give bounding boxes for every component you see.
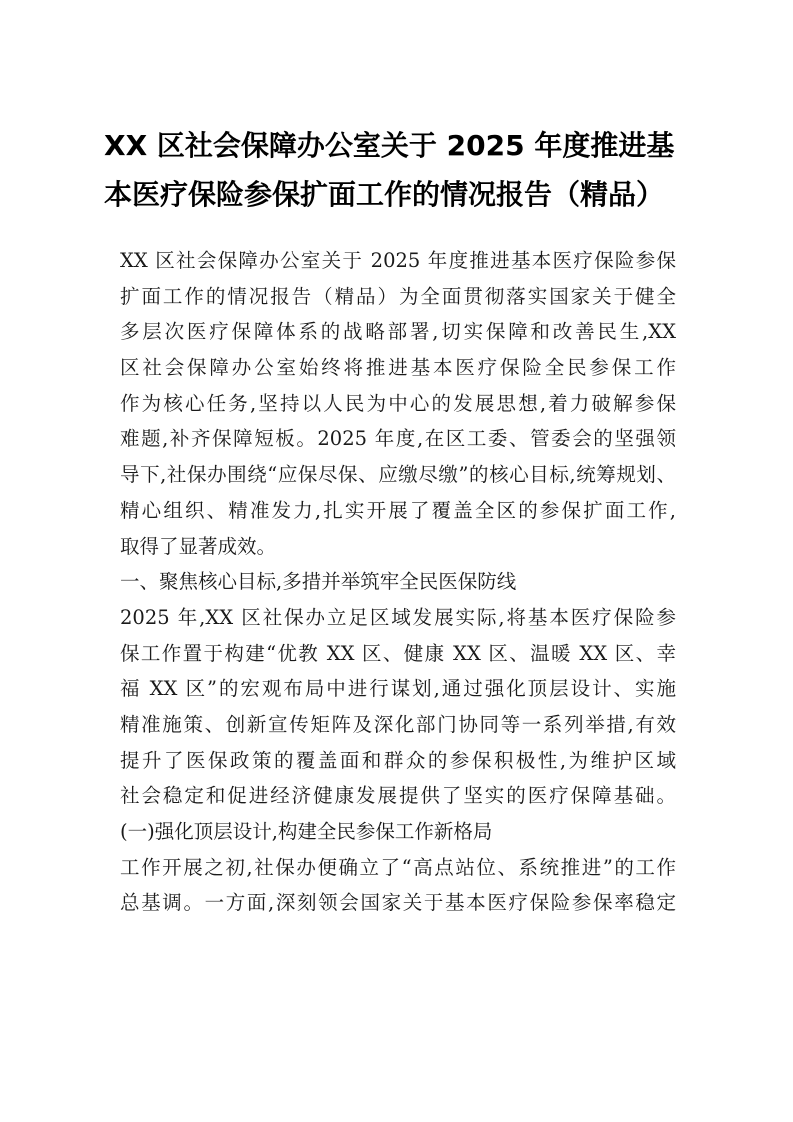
title-line: XX 区社会保障办公室关于 2025 年度推进基 bbox=[104, 129, 675, 162]
paragraph-line: 取得了显著成效。 bbox=[120, 534, 277, 558]
document-body bbox=[120, 243, 680, 921]
paragraph-line: 工作开展之初,社保办便确立了“高点站位、系统推进”的工作 bbox=[120, 855, 676, 879]
paragraph-line: XX 区社会保障办公室关于 2025 年度推进基本医疗保险参保 bbox=[120, 249, 676, 272]
paragraph-line: 2025 年,XX 区社保办立足区域发展实际,将基本医疗保险参 bbox=[120, 605, 676, 629]
subsection-heading: (一)强化顶层设计,构建全民参保工作新格局 bbox=[120, 820, 493, 843]
paragraph-line: 精心组织、精准发力,扎实开展了覆盖全区的参保扩面工作, bbox=[120, 498, 676, 522]
paragraph-line: 总基调。一方面,深刻领会国家关于基本医疗保险参保率稳定 bbox=[120, 891, 676, 915]
paragraph-line: 难题,补齐保障短板。2025 年度,在区工委、管委会的坚强领 bbox=[120, 427, 676, 451]
title-line: 本医疗保险参保扩面工作的情况报告（精品） bbox=[104, 178, 665, 211]
paragraph-line: 区社会保障办公室始终将推进基本医疗保险全民参保工作 bbox=[120, 356, 676, 380]
paragraph-line: 保工作置于构建“优教 XX 区、健康 XX 区、温暖 XX 区、幸 bbox=[120, 641, 676, 665]
document-title bbox=[104, 121, 704, 219]
paragraph-line: 精准施策、创新宣传矩阵及深化部门协同等一系列举措,有效 bbox=[120, 712, 676, 736]
paragraph-line: 作为核心任务,坚持以人民为中心的发展思想,着力破解参保 bbox=[120, 391, 676, 415]
section-heading: 一、聚焦核心目标,多措并举筑牢全民医保防线 bbox=[120, 570, 517, 594]
paragraph-line: 福 XX 区”的宏观布局中进行谋划,通过强化顶层设计、实施 bbox=[120, 677, 676, 701]
paragraph-line: 社会稳定和促进经济健康发展提供了坚实的医疗保障基础。 bbox=[120, 784, 676, 808]
paragraph-line: 多层次医疗保障体系的战略部署,切实保障和改善民生,XX bbox=[120, 320, 676, 344]
paragraph-line: 导下,社保办围绕“应保尽保、应缴尽缴”的核心目标,统筹规划、 bbox=[120, 463, 676, 487]
paragraph-line: 提升了医保政策的覆盖面和群众的参保积极性,为维护区域 bbox=[120, 748, 676, 772]
paragraph-line: 扩面工作的情况报告（精品）为全面贯彻落实国家关于健全 bbox=[120, 284, 676, 308]
